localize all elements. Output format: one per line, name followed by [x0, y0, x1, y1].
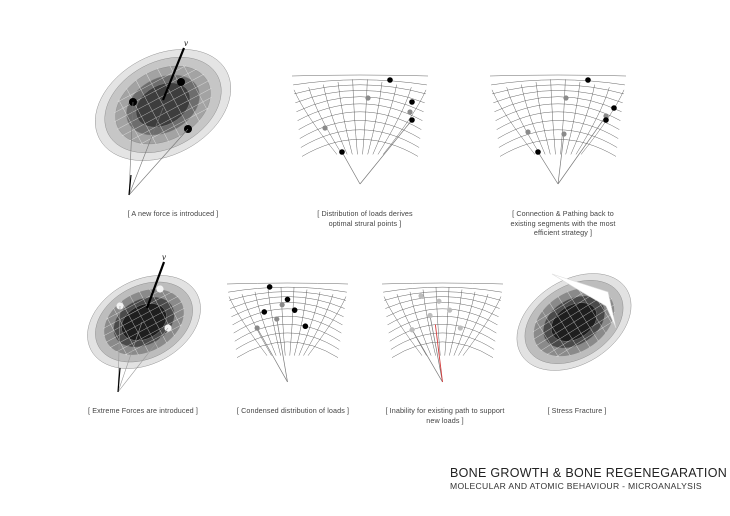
panel-condensed	[225, 268, 350, 388]
load-point-gray	[407, 109, 412, 114]
grid-line	[500, 139, 616, 156]
caption-extreme-forces: [ Extreme Forces are introduced ]	[88, 406, 198, 415]
dome-grid	[292, 75, 428, 156]
grid-line	[378, 87, 411, 154]
caption-stress-fracture: [ Stress Fracture ]	[547, 406, 607, 415]
load-point-gray	[563, 95, 568, 100]
load-path-line	[538, 152, 558, 184]
load-point-black	[535, 149, 541, 155]
dome-diagram-inability	[380, 268, 505, 388]
grid-line	[303, 294, 333, 355]
panel-stress-fracture	[512, 270, 642, 380]
grid-line	[281, 287, 285, 355]
load-point-gray	[255, 325, 260, 330]
load-path-line	[558, 116, 606, 184]
load-point-gray	[458, 325, 463, 330]
grid-line	[309, 87, 342, 154]
grid-line	[491, 80, 625, 85]
load-point-black	[303, 323, 309, 329]
load-point-black	[611, 105, 617, 111]
load-path-line	[342, 152, 360, 184]
grid-line	[384, 292, 501, 301]
load-point-black	[387, 77, 393, 83]
vector-symbol: v	[184, 38, 188, 48]
grid-line	[301, 130, 419, 148]
load-point	[177, 78, 185, 86]
caption-distribution: [ Distribution of loads derives optimal strural points ]	[317, 209, 413, 228]
grid-line	[233, 309, 343, 325]
grid-line	[234, 316, 342, 333]
grid-line	[385, 297, 499, 309]
load-point-black	[261, 309, 267, 315]
caption-inability: [ Inability for existing path to support new loads ]	[385, 406, 505, 425]
grid-line	[499, 130, 617, 148]
grid-line	[292, 75, 428, 76]
grid-line	[449, 290, 462, 356]
grid-line	[294, 90, 337, 155]
page-subtitle: MOLECULAR AND ATOMIC BEHAVIOUR - MICROANALYSIS	[450, 481, 702, 491]
grid-line	[581, 90, 624, 155]
load-point-gray	[274, 316, 279, 321]
load-point-black	[585, 77, 591, 83]
grid-line	[507, 87, 540, 154]
grid-line	[494, 97, 621, 112]
ellipse-group	[71, 257, 216, 388]
grid-line	[445, 287, 449, 355]
caption-connection: [ Connection & Pathing back to existing segments with the most efficient strategy ]	[510, 209, 616, 237]
grid-line	[383, 90, 426, 155]
grid-line	[373, 85, 397, 155]
grid-line	[388, 309, 498, 325]
dome-diagram-condensed	[225, 268, 350, 388]
load-path-line	[360, 120, 412, 184]
vector-symbol: v	[162, 252, 166, 262]
dome-diagram-distribution	[290, 60, 430, 190]
grid-line	[236, 333, 339, 349]
caption-new-force: [ A new force is introduced ]	[127, 209, 219, 218]
panel-connection	[488, 60, 628, 190]
grid-line	[268, 290, 281, 356]
grid-line	[294, 290, 307, 356]
grid-line	[458, 294, 488, 355]
dome-grid	[382, 283, 503, 358]
grid-line	[386, 302, 498, 316]
load-point-gray	[280, 302, 285, 307]
load-point-black	[409, 117, 415, 123]
load-path-line	[430, 316, 443, 383]
load-point-black	[285, 297, 291, 303]
grid-line	[454, 292, 475, 356]
grid-line	[492, 85, 624, 94]
ellipse-diagram-new-force	[88, 30, 238, 200]
grid-line	[389, 316, 497, 333]
grid-line	[298, 104, 423, 121]
grid-line	[392, 342, 493, 358]
load-point-gray	[418, 293, 423, 298]
grid-line	[338, 82, 352, 154]
load-point-gray	[561, 131, 566, 136]
grid-line	[231, 302, 343, 316]
dome-diagram-connection	[488, 60, 628, 190]
panel-extreme-forces	[82, 250, 212, 400]
grid-line	[294, 85, 426, 94]
grid-line	[490, 75, 626, 76]
load-point	[156, 285, 163, 292]
ellipse-group	[499, 254, 649, 391]
grid-line	[290, 287, 294, 355]
grid-line	[227, 283, 348, 284]
grid-line	[296, 97, 423, 112]
panel-distribution	[290, 60, 430, 190]
grid-line	[410, 292, 431, 356]
grid-line	[391, 333, 494, 349]
load-point-gray	[447, 308, 452, 313]
grid-line	[496, 104, 621, 121]
grid-line	[571, 85, 595, 155]
grid-line	[423, 290, 436, 356]
grid-line	[382, 283, 503, 284]
load-point-black	[292, 307, 298, 313]
grid-line	[323, 85, 347, 155]
load-point-black	[603, 117, 609, 123]
page-title: BONE GROWTH & BONE REGENEGARATION	[450, 466, 728, 480]
load-point-black	[409, 99, 415, 105]
grid-line	[293, 80, 427, 85]
load-point-gray	[365, 95, 370, 100]
grid-line	[299, 292, 320, 356]
load-point-black	[339, 149, 345, 155]
load-point-black	[267, 284, 273, 290]
dome-grid	[227, 283, 348, 358]
ellipse-group	[76, 27, 250, 183]
load-point-gray	[436, 299, 441, 304]
load-point-gray	[427, 313, 432, 318]
ellipse-diagram-extreme-forces	[82, 250, 212, 400]
grid-line	[536, 82, 550, 154]
panel-new-force	[88, 30, 238, 200]
caption-condensed: [ Condensed distribution of loads ]	[236, 406, 350, 415]
load-point-gray	[322, 125, 327, 130]
ellipse-diagram-stress-fracture	[512, 270, 642, 380]
grid-line	[566, 82, 580, 154]
grid-line	[492, 90, 535, 155]
grid-line	[237, 342, 338, 358]
grid-line	[255, 292, 276, 356]
load-point-gray	[525, 129, 530, 134]
grid-line	[302, 139, 418, 156]
panel-inability	[380, 268, 505, 388]
grid-line	[368, 82, 382, 154]
load-point-gray	[410, 327, 415, 332]
grid-line	[521, 85, 545, 155]
